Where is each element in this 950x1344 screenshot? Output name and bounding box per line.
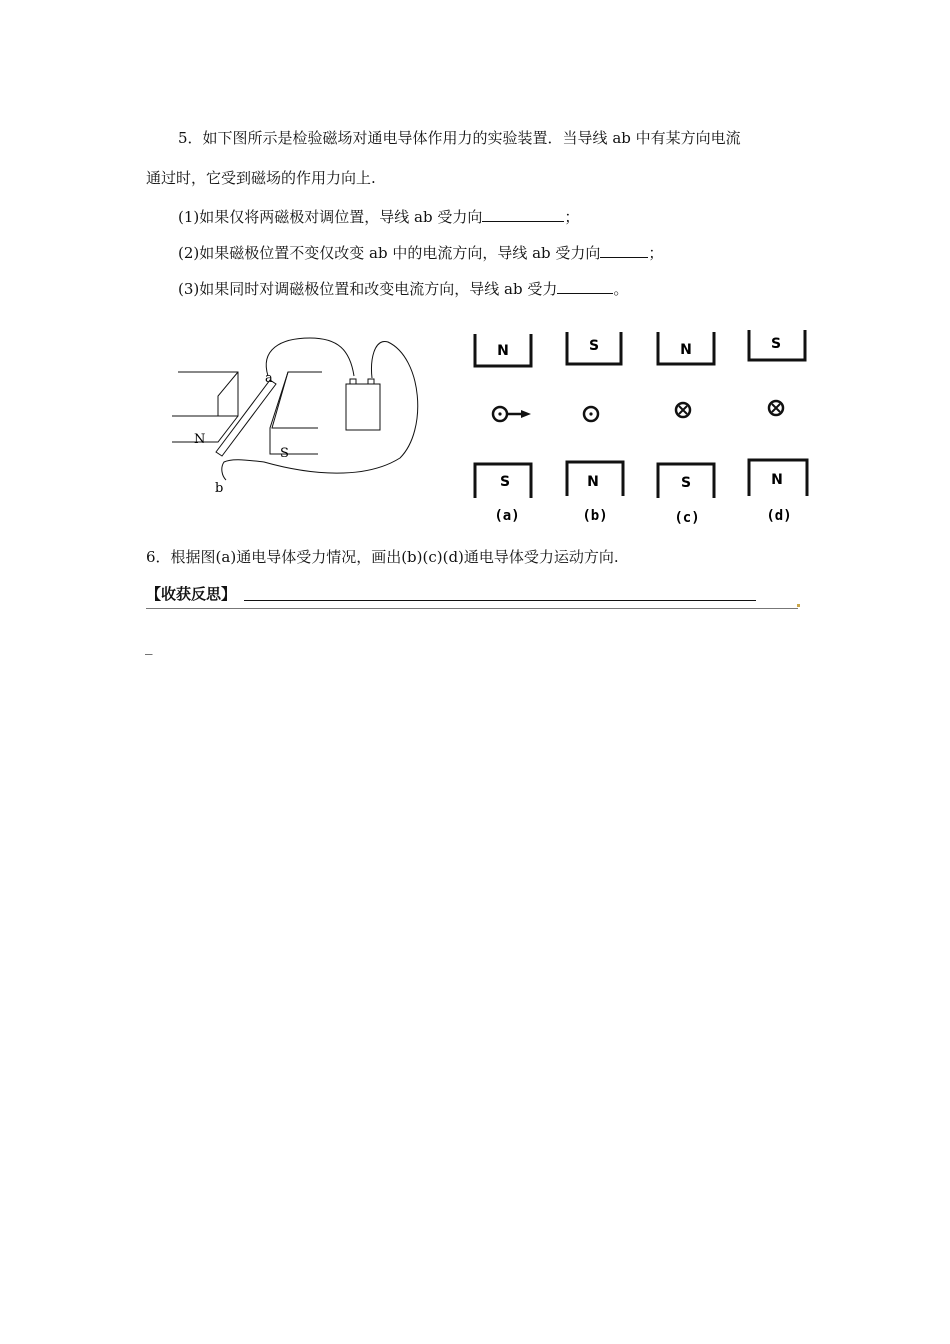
arrow-head-icon	[521, 410, 531, 418]
panel-c-top-label: N	[680, 342, 692, 358]
panel-d	[749, 330, 807, 524]
panel-a-bottom-label: S	[499, 474, 511, 490]
label-b: b	[215, 481, 224, 496]
panel-b-caption: (b)	[582, 508, 608, 524]
panel-a-top-label: N	[497, 343, 509, 359]
panel-b-top-label: S	[588, 338, 600, 354]
q5-sub3	[178, 277, 628, 299]
q5-sub3-text: (3)如果同时对调磁极位置和改变电流方向，导线 ab 受力	[178, 280, 558, 298]
conductor-rod	[216, 380, 276, 456]
q5-sub1	[178, 205, 579, 227]
label-s: S	[280, 446, 289, 461]
wire-top	[266, 338, 354, 376]
q5-sub3-end: 。	[613, 280, 629, 298]
q5-sub2-answer-blank[interactable]	[600, 241, 648, 258]
q5-sub2-end: ；	[648, 244, 664, 262]
panel-b	[567, 332, 623, 524]
q6-text: 6．根据图(a)通电导体受力情况，画出(b)(c)(d)通电导体受力运动方向.	[146, 548, 619, 566]
q5-sub1-answer-blank[interactable]	[482, 205, 564, 222]
q5-sub3-answer-blank[interactable]	[557, 277, 613, 294]
apparatus-diagram	[160, 330, 430, 500]
battery	[346, 384, 380, 430]
q5-sub2	[178, 241, 663, 263]
panel-d-bottom-label: N	[771, 472, 783, 488]
panel-c-caption: (c)	[674, 510, 700, 526]
magnet-panels	[455, 322, 825, 532]
panel-d-top-label: S	[770, 336, 782, 352]
panel-c-bottom-label: S	[680, 475, 692, 491]
panel-a-caption: (a)	[494, 508, 520, 524]
n-magnet-front	[178, 372, 238, 416]
q5-line2: 通过时，它受到磁场的作用力向上.	[146, 169, 376, 187]
panel-b-bottom-label: N	[587, 474, 599, 490]
q5-line1: 5．如下图所示是检验磁场对通电导体作用力的实验装置．当导线 ab 中有某方向电流	[178, 129, 741, 147]
wire-bottom	[222, 342, 418, 480]
reflection-answer-line[interactable]	[244, 600, 756, 601]
panel-a	[475, 334, 531, 524]
q5-sub2-text: (2)如果磁极位置不变仅改变 ab 中的电流方向，导线 ab 受力向	[178, 244, 601, 262]
panel-c	[658, 332, 714, 526]
reflection-label: 【收获反思】	[146, 585, 237, 603]
q5-sub1-text: (1)如果仅将两磁极对调位置，导线 ab 受力向	[178, 208, 483, 226]
q5-sub1-end: ；	[564, 208, 580, 226]
s-magnet-body	[270, 372, 322, 454]
stray-dot	[797, 604, 800, 607]
panel-d-caption: (d)	[766, 508, 792, 524]
stray-mark: _	[145, 637, 153, 655]
section-divider	[146, 608, 798, 609]
label-n: N	[194, 432, 206, 447]
label-a: a	[265, 371, 273, 386]
